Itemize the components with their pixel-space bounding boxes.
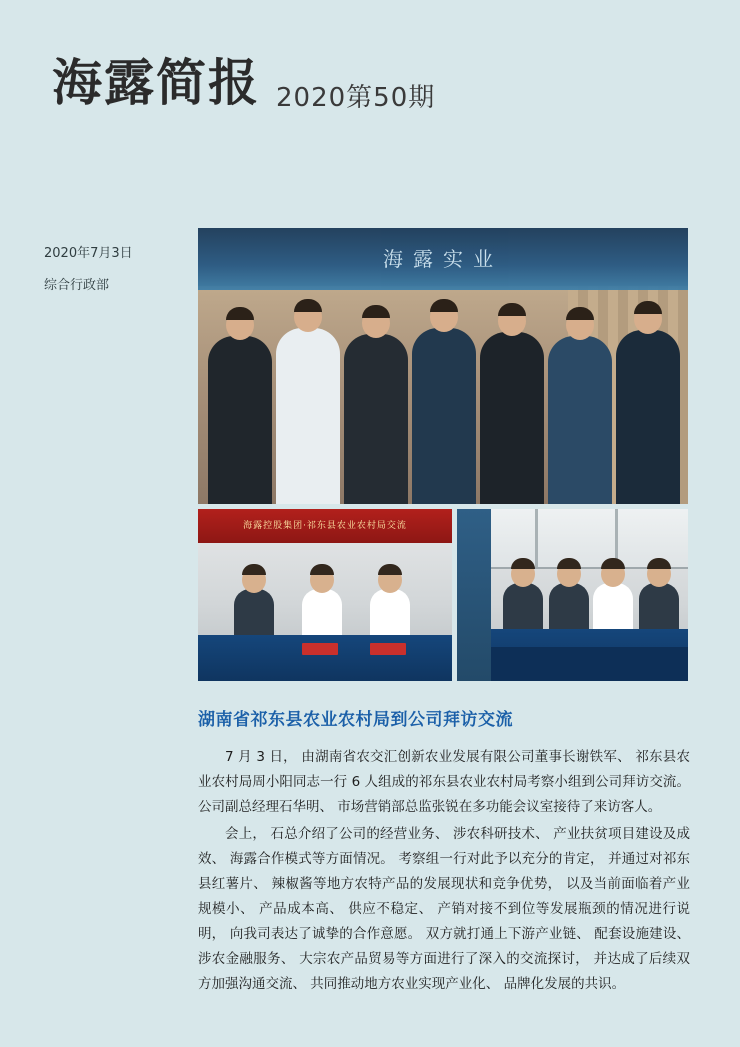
photo-person	[344, 334, 408, 504]
photo-seated-person	[593, 583, 633, 629]
photo-conference-table	[198, 635, 452, 681]
photo-seated-person	[302, 589, 342, 635]
photo-person	[616, 330, 680, 504]
photo-person-head	[634, 304, 662, 334]
photo-side-panel	[457, 509, 491, 681]
photo-seated-person	[234, 589, 274, 635]
photo-person-head	[242, 567, 266, 593]
photo-person	[208, 336, 272, 504]
photo-seated-person	[549, 583, 589, 629]
photo-table-skirt	[457, 647, 688, 681]
photo-nameplate	[302, 643, 338, 655]
issue-number: 2020第50期	[276, 83, 436, 113]
photo-person-head	[310, 567, 334, 593]
photo-person-head	[511, 561, 535, 587]
photo-person	[276, 328, 340, 504]
photo-person-head	[557, 561, 581, 587]
meta-block	[44, 245, 194, 295]
photo-seated-person	[639, 583, 679, 629]
photo-person-head	[647, 561, 671, 587]
group-photo-main	[198, 228, 688, 504]
photo-person-head	[362, 308, 390, 338]
photo-person	[412, 328, 476, 504]
photo-banner-text: 海露实业	[198, 228, 688, 290]
article-paragraph: 7 月 3 日， 由湖南省农交汇创新农业发展有限公司董事长谢铁军、 祁东县农业农村局周小阳同志一行 6 人组成的祁东县农业农村局考察小组到公司拜访交流。 公司副总经理石华明、 市场营销部总监张锐在多功能会议室接待了来访客人。	[198, 749, 690, 815]
photo-person-head	[566, 310, 594, 340]
article-headline: 湖南省祁东县农业农村局到公司拜访交流	[198, 710, 513, 730]
department-name: 综合行政部	[44, 278, 110, 294]
article-body	[198, 745, 690, 999]
page-title: 海露简报	[52, 54, 260, 112]
photo-seated-person	[503, 583, 543, 629]
photo-row	[198, 509, 688, 681]
photo-person	[480, 332, 544, 504]
photo-person-head	[226, 310, 254, 340]
article-paragraph: 会上， 石总介绍了公司的经营业务、 涉农科研技术、 产业扶贫项目建设及成效、 海露合作模式等方面情况。 考察组一行对此予以充分的肯定， 并通过对祁东县红薯片、 辣椒酱等地方农特产品的发展现状和竞争优势， 以及当前面临着产业规模小、 产品成本高、 供应不稳定、 产销对接不到位等发展瓶颈的情况进行说明， 向我司表达了诚挚的合作意愿。 双方就打通上下游产业链、 配套设施建设、 涉农金融服务、 大宗农产品贸易等方面进行了深入的交流探讨， 并达成了后续双方加强沟通交流、 共同推动地方农业实现产业化、 品牌化发展的共识。	[198, 825, 690, 992]
photo-person-head	[378, 567, 402, 593]
meeting-photo-right	[457, 509, 688, 681]
photo-person	[548, 336, 612, 504]
photo-person-head	[294, 302, 322, 332]
meeting-photo-left	[198, 509, 452, 681]
publish-date: 2020年7月3日	[44, 246, 133, 261]
photo-person-head	[498, 306, 526, 336]
photo-nameplate	[370, 643, 406, 655]
photo-red-banner-text: 海露控股集团·祁东县农业农村局交流	[198, 509, 452, 543]
photo-seated-person	[370, 589, 410, 635]
photo-person-head	[430, 302, 458, 332]
photo-person-head	[601, 561, 625, 587]
masthead	[52, 54, 436, 113]
